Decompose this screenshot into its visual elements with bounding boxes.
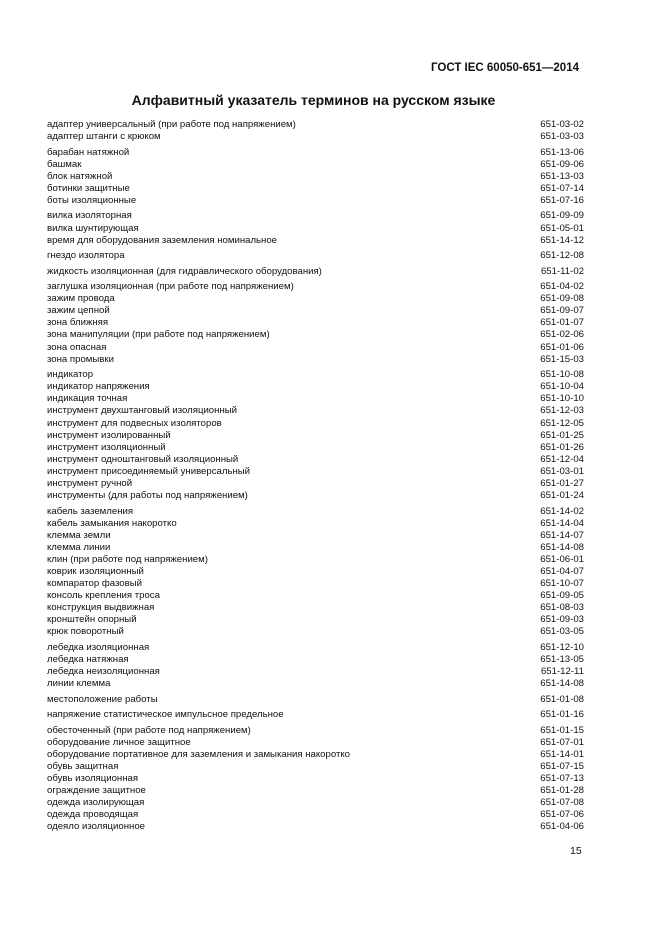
index-term: одежда изолирующая <box>47 797 145 809</box>
index-term: лебедка изоляционная <box>47 641 150 653</box>
index-row <box>47 354 584 366</box>
index-term: одеяло изоляционное <box>47 821 145 833</box>
index-row <box>47 542 584 554</box>
index-code: 651-07-13 <box>540 773 584 785</box>
index-code: 651-01-08 <box>540 693 584 705</box>
index-code: 651-13-03 <box>540 170 584 182</box>
index-term: индикация точная <box>47 393 128 405</box>
index-term: инструмент присоединяемый универсальный <box>47 465 251 477</box>
index-row <box>47 393 584 405</box>
index-row <box>47 566 584 578</box>
index-row <box>47 430 584 442</box>
term-group <box>47 119 584 143</box>
page-title: Алфавитный указатель терминов на русском языке <box>131 92 496 108</box>
index-code: 651-14-04 <box>540 517 584 529</box>
index-row <box>47 785 584 797</box>
index-code: 651-01-24 <box>540 490 584 502</box>
index-term: компаратор фазовый <box>47 578 142 590</box>
index-code: 651-15-03 <box>540 353 584 365</box>
index-row <box>47 666 584 678</box>
index-code: 651-12-03 <box>540 405 584 417</box>
index-row <box>47 405 584 417</box>
index-term: линии клемма <box>47 678 111 690</box>
index-term: одежда проводящая <box>47 809 139 821</box>
index-row <box>47 317 584 329</box>
index-term: обесточенный (при работе под напряжением) <box>47 724 251 736</box>
index-code: 651-14-07 <box>540 529 584 541</box>
index-code: 651-10-07 <box>540 578 584 590</box>
index-term: зона промывки <box>47 353 114 365</box>
term-group <box>47 694 584 706</box>
index-row <box>47 709 584 721</box>
term-group <box>47 250 584 262</box>
index-code: 651-05-01 <box>540 222 584 234</box>
index-row <box>47 614 584 626</box>
term-group <box>47 369 584 502</box>
index-term: зажим провода <box>47 293 115 305</box>
index-row <box>47 530 584 542</box>
index-term: кронштейн опорный <box>47 614 137 626</box>
index-row <box>47 305 584 317</box>
index-row <box>47 210 584 222</box>
index-code: 651-04-02 <box>540 281 584 293</box>
index-row <box>47 442 584 454</box>
index-row <box>47 578 584 590</box>
term-group <box>47 506 584 639</box>
index-row <box>47 195 584 207</box>
index-term: боты изоляционные <box>47 194 137 206</box>
index-term: обувь защитная <box>47 760 119 772</box>
index-code: 651-07-16 <box>540 194 584 206</box>
term-group <box>47 709 584 721</box>
index-term: обувь изоляционная <box>47 773 139 785</box>
index-code: 651-01-16 <box>540 709 584 721</box>
index-term: лебедка неизоляционная <box>47 666 160 678</box>
index-term: конструкция выдвижная <box>47 602 155 614</box>
index-code: 651-09-03 <box>540 614 584 626</box>
index-term: напряжение статистическое импульсное предельное <box>47 709 284 721</box>
index-code: 651-12-11 <box>540 666 584 678</box>
index-code: 651-09-08 <box>540 293 584 305</box>
index-row <box>47 761 584 773</box>
index-term: инструмент ручной <box>47 477 133 489</box>
index-row <box>47 171 584 183</box>
index-term: адаптер штанги с крюком <box>47 131 161 143</box>
index-row <box>47 466 584 478</box>
index-term: кабель замыкания накоротко <box>47 517 177 529</box>
index-term: инструмент для подвесных изоляторов <box>47 417 222 429</box>
page-number: 15 <box>570 845 582 857</box>
index-code: 651-09-07 <box>540 305 584 317</box>
index-code: 651-10-10 <box>540 393 584 405</box>
index-row <box>47 602 584 614</box>
index-code: 651-09-05 <box>540 590 584 602</box>
index-term: гнездо изолятора <box>47 250 125 262</box>
index-code: 651-01-15 <box>540 724 584 736</box>
index-term: зона манипуляции (при работе под напряжением) <box>47 329 270 341</box>
index-term: инструменты (для работы под напряжением) <box>47 490 248 502</box>
index-code: 651-12-10 <box>540 641 584 653</box>
index-code: 651-02-06 <box>540 329 584 341</box>
index-term: коврик изоляционный <box>47 566 144 578</box>
index-row <box>47 119 584 131</box>
index-row <box>47 554 584 566</box>
index-code: 651-07-14 <box>540 182 584 194</box>
index-term: башмак <box>47 158 82 170</box>
index-term: крюк поворотный <box>47 626 124 638</box>
index-row <box>47 642 584 654</box>
index-term: ограждение защитное <box>47 785 146 797</box>
index-row <box>47 737 584 749</box>
index-code: 651-14-01 <box>540 748 584 760</box>
index-code: 651-11-02 <box>540 265 584 277</box>
index-row <box>47 235 584 247</box>
index-row <box>47 329 584 341</box>
index-row <box>47 797 584 809</box>
index-code: 651-08-03 <box>540 602 584 614</box>
index-row <box>47 418 584 430</box>
index-code: 651-10-04 <box>540 381 584 393</box>
index-row <box>47 694 584 706</box>
index-row <box>47 809 584 821</box>
index-row <box>47 454 584 466</box>
index-code: 651-01-28 <box>540 785 584 797</box>
index-term: зона опасная <box>47 341 107 353</box>
index-term: инструмент двухштанговый изоляционный <box>47 405 237 417</box>
index-code: 651-04-06 <box>540 821 584 833</box>
index-term: инструмент изоляционный <box>47 441 166 453</box>
index-term: зажим цепной <box>47 305 110 317</box>
index-code: 651-01-27 <box>540 477 584 489</box>
index-term: индикатор <box>47 369 94 381</box>
index-row <box>47 381 584 393</box>
index-row <box>47 590 584 602</box>
index-row <box>47 266 584 278</box>
index-term: клин (при работе под напряжением) <box>47 553 208 565</box>
index-term: зона ближняя <box>47 317 109 329</box>
index-term: барабан натяжной <box>47 146 130 158</box>
index-code: 651-10-08 <box>540 369 584 381</box>
index-code: 651-01-25 <box>540 429 584 441</box>
index-term: клемма земли <box>47 529 111 541</box>
index-row <box>47 518 584 530</box>
index-code: 651-03-05 <box>540 626 584 638</box>
index-row <box>47 293 584 305</box>
term-group <box>47 725 584 834</box>
term-group <box>47 266 584 278</box>
index-row <box>47 342 584 354</box>
document-header: ГОСТ IEC 60050-651—2014 <box>431 62 579 74</box>
index-code: 651-03-03 <box>540 131 584 143</box>
index-code: 651-01-07 <box>540 317 584 329</box>
index-code: 651-07-01 <box>540 736 584 748</box>
index-code: 651-14-02 <box>540 505 584 517</box>
index-row <box>47 369 584 381</box>
index-row <box>47 223 584 235</box>
index-code: 651-07-08 <box>540 797 584 809</box>
index-code: 651-13-06 <box>540 146 584 158</box>
index-term: вилка изоляторная <box>47 210 132 222</box>
index-code: 651-01-26 <box>540 441 584 453</box>
index-code: 651-03-01 <box>540 465 584 477</box>
index-row <box>47 821 584 833</box>
term-group <box>47 210 584 246</box>
index-row <box>47 147 584 159</box>
index-code: 651-14-12 <box>540 234 584 246</box>
index-code: 651-09-09 <box>540 210 584 222</box>
index-code: 651-12-04 <box>540 453 584 465</box>
index-term: адаптер универсальный (при работе под напряжением) <box>47 119 296 130</box>
index-row <box>47 626 584 638</box>
index-term: вилка шунтирующая <box>47 222 139 234</box>
index-term: лебедка натяжная <box>47 654 129 666</box>
index-code: 651-12-05 <box>540 417 584 429</box>
index-term: местоположение работы <box>47 693 158 705</box>
index-row <box>47 250 584 262</box>
index-code: 651-07-06 <box>540 809 584 821</box>
index-term: индикатор напряжения <box>47 381 150 393</box>
index-term: блок натяжной <box>47 170 113 182</box>
index-term: оборудование личное защитное <box>47 736 191 748</box>
index-term: время для оборудования заземления номинальное <box>47 234 278 246</box>
index-term: заглушка изоляционная (при работе под напряжением) <box>47 281 294 293</box>
index-code: 651-04-07 <box>540 566 584 578</box>
index-code: 651-14-08 <box>540 678 584 690</box>
index-code: 651-03-02 <box>540 119 584 130</box>
index-row <box>47 654 584 666</box>
index-row <box>47 749 584 761</box>
index-row <box>47 678 584 690</box>
index-term: кабель заземления <box>47 505 134 517</box>
index-row <box>47 506 584 518</box>
index-row <box>47 773 584 785</box>
index-code: 651-06-01 <box>540 553 584 565</box>
index-code: 651-12-08 <box>540 250 584 262</box>
index-code: 651-14-08 <box>540 541 584 553</box>
term-group <box>47 642 584 690</box>
index-row <box>47 183 584 195</box>
index-term: инструмент изолированный <box>47 429 171 441</box>
index-term: оборудование портативное для заземления и замыкания накоротко <box>47 748 350 760</box>
index-term: жидкость изоляционная (для гидравлического оборудования) <box>47 265 322 277</box>
index-code: 651-07-15 <box>540 760 584 772</box>
index-term: клемма линии <box>47 541 111 553</box>
index-code: 651-01-06 <box>540 341 584 353</box>
index-term: инструмент одноштанговый изоляционный <box>47 453 239 465</box>
index-row <box>47 131 584 143</box>
index-code: 651-13-05 <box>540 654 584 666</box>
index-row <box>47 725 584 737</box>
index-code: 651-09-06 <box>540 158 584 170</box>
term-group <box>47 281 584 366</box>
term-group <box>47 147 584 207</box>
index-row <box>47 478 584 490</box>
term-index <box>47 119 584 837</box>
index-term: ботинки защитные <box>47 182 130 194</box>
index-row <box>47 159 584 171</box>
index-row <box>47 490 584 502</box>
index-term: консоль крепления троса <box>47 590 160 602</box>
index-row <box>47 281 584 293</box>
